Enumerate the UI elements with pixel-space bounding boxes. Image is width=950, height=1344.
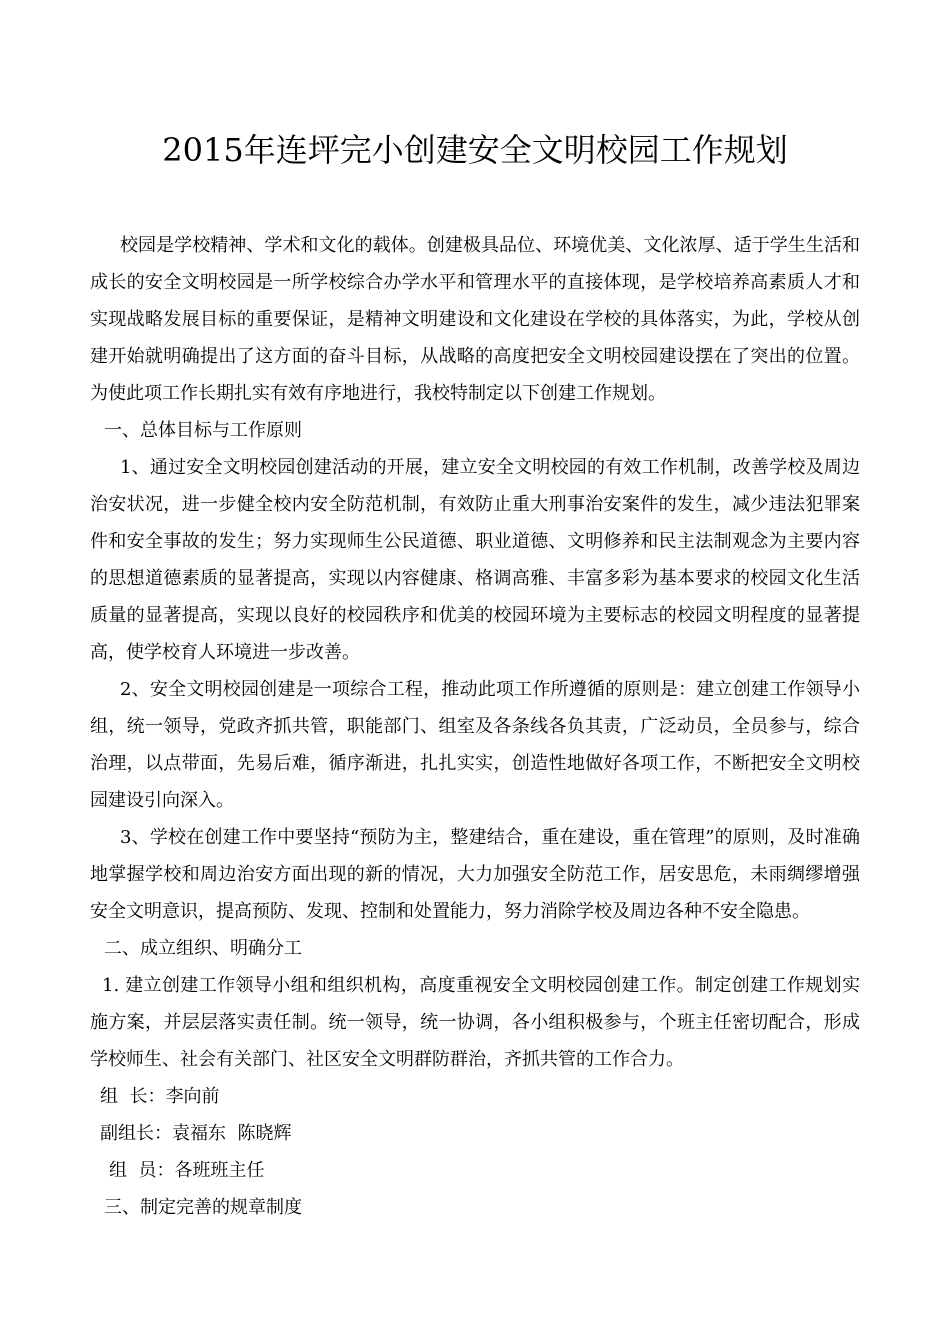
section-1-paragraph-1: 1、通过安全文明校园创建活动的开展，建立安全文明校园的有效工作机制，改善学校及周边治安状况，进一步健全校内安全防范机制，有效防止重大刑事治安案件的发生，减少违法犯罪案件和安全事故的发生；努力实现师生公民道德、职业道德、文明修养和民主法制观念为主要内容的思想道德素质的显著提高，实现以内容健康、格调高雅、丰富多彩为基本要求的校园文化生活质量的显著提高，实现以良好的校园秩序和优美的校园环境为主要标志的校园文明程度的显著提高，使学校育人环境进一步改善。	[90, 457, 860, 663]
document-title: 2015年连坪完小创建安全文明校园工作规划	[162, 131, 788, 169]
section-1-paragraph-3: 3、学校在创建工作中要坚持“预防为主，整建结合，重在建设，重在管理”的原则，及时准确地掌握学校和周边治安方面出现的新的情况，大力加强安全防范工作，居安思危，未雨绸缪增强安全文明意识，提高预防、发现、控制和处置能力，努力消除学校及周边各种不安全隐患。	[90, 827, 860, 922]
section-1-paragraph-2: 2、安全文明校园创建是一项综合工程，推动此项工作所遵循的原则是：建立创建工作领导小组，统一领导，党政齐抓共管，职能部门、组室及各条线各负其责，广泛动员，全员参与，综合治理，以点带面，先易后难，循序渐进，扎扎实实，创造性地做好各项工作，不断把安全文明校园建设引向深入。	[90, 679, 860, 811]
section-3-heading: 三、制定完善的规章制度	[104, 1197, 302, 1218]
document-body	[90, 227, 860, 1226]
intro-paragraph: 校园是学校精神、学术和文化的载体。创建极具品位、环境优美、文化浓厚、适于学生生活和成长的安全文明校园是一所学校综合办学水平和管理水平的直接体现，是学校培养高素质人才和实现战略发展目标的重要保证，是精神文明建设和文化建设在学校的具体落实，为此，学校从创建开始就明确提出了这方面的奋斗目标，从战略的高度把安全文明校园建设摆在了突出的位置。为使此项工作长期扎实有效有序地进行，我校特制定以下创建工作规划。	[90, 235, 860, 404]
section-2-paragraph-1: 1. 建立创建工作领导小组和组织机构，高度重视安全文明校园创建工作。制定创建工作规划实施方案，并层层落实责任制。统一领导，统一协调，各小组积极参与，个班主任密切配合，形成学校师生、社会有关部门、社区安全文明群防群治，齐抓共管的工作合力。	[90, 975, 860, 1070]
group-members: 组 员：各班班主任	[109, 1160, 265, 1181]
group-leader: 组 长：李向前	[100, 1086, 220, 1107]
group-vice-leader: 副组长：袁福东 陈晓辉	[100, 1123, 292, 1144]
section-1-heading: 一、总体目标与工作原则	[104, 420, 302, 441]
section-2-heading: 二、成立组织、明确分工	[104, 938, 302, 959]
